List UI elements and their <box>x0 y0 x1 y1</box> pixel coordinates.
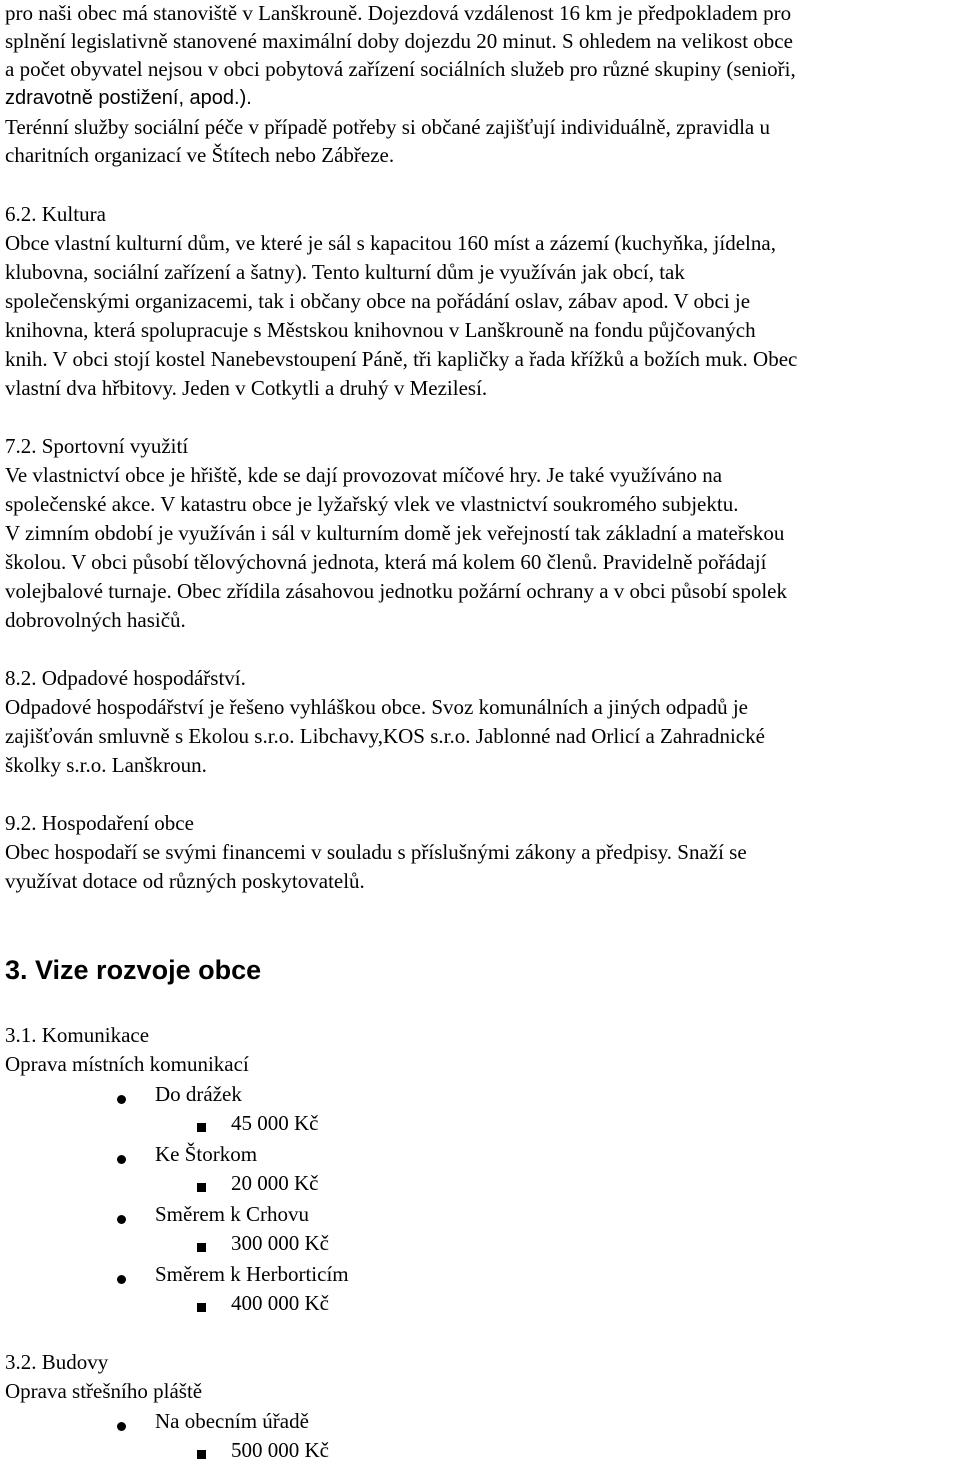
subheading: Oprava střešního pláště <box>5 1379 203 1403</box>
bullet-icon <box>117 1275 126 1284</box>
list-item: Ke Štorkom <box>155 1142 258 1166</box>
paragraph-line: Odpadové hospodářství je řešeno vyhláškou obce. Svoz komunálních a jiných odpadů je <box>5 695 748 719</box>
paragraph-line: společenské akce. V katastru obce je lyžařský vlek ve vlastnictví soukromého subjektu. <box>5 492 739 516</box>
section-heading: 3.2. Budovy <box>5 1350 109 1374</box>
bullet-icon <box>117 1215 126 1224</box>
section-heading: 7.2. Sportovní využití <box>5 434 189 458</box>
paragraph-line: vlastní dva hřbitovy. Jeden v Cotkytli a druhý v Mezilesí. <box>5 376 488 400</box>
paragraph-line: využívat dotace od různých poskytovatelů. <box>5 869 365 893</box>
paragraph-line: V zimním období je využíván i sál v kulturním domě jek veřejností tak základní a mateřskou <box>5 521 785 545</box>
paragraph-line: zajišťován smluvně s Ekolou s.r.o. Libchavy,KOS s.r.o. Jablonné nad Orlicí a Zahradnické <box>5 724 765 748</box>
paragraph-line: školou. V obci působí tělovýchovná jednota, která má kolem 60 členů. Pravidelně pořádají <box>5 550 767 574</box>
square-bullet-icon <box>197 1183 206 1192</box>
paragraph-line: klubovna, sociální zařízení a šatny). Tento kulturní dům je využíván jak obcí, tak <box>5 260 685 284</box>
list-item: Do drážek <box>155 1082 242 1106</box>
square-bullet-icon <box>197 1303 206 1312</box>
list-item: Směrem k Herborticím <box>155 1262 349 1286</box>
section-heading: 9.2. Hospodaření obce <box>5 811 194 835</box>
section-heading: 8.2. Odpadové hospodářství. <box>5 666 246 690</box>
list-item-amount: 300 000 Kč <box>231 1231 329 1255</box>
list-item-amount: 500 000 Kč <box>231 1438 329 1462</box>
subheading: Oprava místních komunikací <box>5 1052 249 1076</box>
paragraph-line: dobrovolných hasičů. <box>5 608 186 632</box>
list-item-amount: 400 000 Kč <box>231 1291 329 1315</box>
bullet-icon <box>117 1422 126 1431</box>
paragraph-line: a počet obyvatel nejsou v obci pobytová zařízení sociálních služeb pro různé skupiny (senioři, <box>5 57 796 81</box>
square-bullet-icon <box>197 1243 206 1252</box>
section-heading: 3.1. Komunikace <box>5 1023 150 1047</box>
chapter-heading: 3. Vize rozvoje obce <box>5 955 262 985</box>
bullet-icon <box>117 1155 126 1164</box>
square-bullet-icon <box>197 1450 206 1459</box>
list-item-amount: 45 000 Kč <box>231 1111 319 1135</box>
paragraph-line: volejbalové turnaje. Obec zřídila zásahovou jednotku požární ochrany a v obci působí spolek <box>5 579 788 603</box>
paragraph-line: zdravotně postižení, apod.). <box>5 87 252 109</box>
list-item-amount: 20 000 Kč <box>231 1171 319 1195</box>
paragraph-line: pro naši obec má stanoviště v Lanškrouně. Dojezdová vzdálenost 16 km je předpokladem pro <box>5 1 792 25</box>
paragraph-line: Obec hospodaří se svými financemi v souladu s příslušnými zákony a předpisy. Snaží se <box>5 840 747 864</box>
section-heading: 6.2. Kultura <box>5 202 106 226</box>
paragraph-line: Ve vlastnictví obce je hřiště, kde se dají provozovat míčové hry. Je také využíváno na <box>5 463 723 487</box>
bullet-icon <box>117 1095 126 1104</box>
paragraph-line: školky s.r.o. Lanškroun. <box>5 753 207 777</box>
paragraph-line: společenskými organizacemi, tak i občany obce na pořádání oslav, zábav apod. V obci je <box>5 289 751 313</box>
paragraph-line: Obce vlastní kulturní dům, ve které je sál s kapacitou 160 míst a zázemí (kuchyňka, jídelna, <box>5 231 776 255</box>
paragraph-line: charitních organizací ve Štítech nebo Zábřeze. <box>5 143 395 167</box>
list-item: Na obecním úřadě <box>155 1409 309 1433</box>
paragraph-line: splnění legislativně stanovené maximální doby dojezdu 20 minut. S ohledem na velikost obce <box>5 29 793 53</box>
paragraph-line: knihovna, která spolupracuje s Městskou knihovnou v Lanškrouně na fondu půjčovaných <box>5 318 756 342</box>
square-bullet-icon <box>197 1123 206 1132</box>
paragraph-line: Terénní služby sociální péče v případě potřeby si občané zajišťují individuálně, zpravidla u <box>5 115 771 139</box>
list-item: Směrem k Crhovu <box>155 1202 309 1226</box>
paragraph-line: knih. V obci stojí kostel Nanebevstoupení Páně, tři kapličky a řada křížků a božích muk. Obec <box>5 347 798 371</box>
